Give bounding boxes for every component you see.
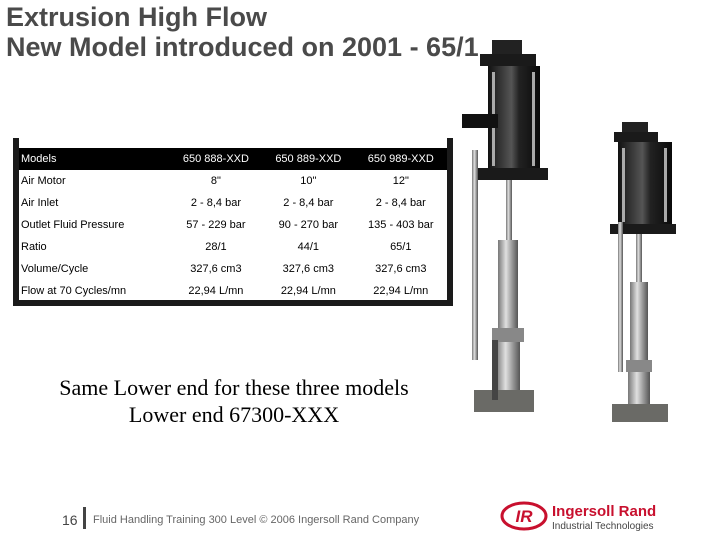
table-frame-right: [447, 138, 453, 306]
pump-image-large: [452, 40, 562, 420]
header-model-1: 650 888-XXD: [182, 153, 249, 165]
row-label: Volume/Cycle: [21, 263, 89, 275]
table-cell: 10": [300, 175, 317, 187]
footer-text: Fluid Handling Training 300 Level © 2006 Ingersoll Rand Company: [93, 514, 420, 526]
caption-line-2: Lower end 67300-XXX: [128, 402, 340, 427]
table-row: [19, 280, 447, 302]
ir-mark-icon: [502, 503, 546, 529]
header-model-2: 650 889-XXD: [275, 153, 342, 165]
lower-end-caption: [0, 374, 468, 428]
title-line-1: Extrusion High Flow: [6, 2, 267, 32]
table-cell: 44/1: [297, 241, 320, 253]
slide-title: [6, 2, 479, 62]
title-line-2: New Model introduced on 2001 - 65/1: [6, 32, 479, 62]
table-cell: 2 - 8,4 bar: [283, 197, 334, 209]
page-number: 16: [62, 512, 78, 528]
row-label: Outlet Fluid Pressure: [21, 219, 125, 231]
table-cell: 22,94 L/mn: [188, 285, 244, 297]
table-row: [19, 236, 447, 258]
table-cell: 57 - 229 bar: [186, 219, 246, 231]
table-row: [19, 170, 447, 192]
table-header-row: [19, 148, 447, 170]
table-cell: 135 - 403 bar: [368, 219, 434, 231]
table-cell: 327,6 cm3: [190, 263, 242, 275]
logo-mark-text: IR: [515, 507, 533, 526]
row-label: Air Motor: [21, 175, 66, 187]
row-label: Flow at 70 Cycles/mn: [21, 285, 127, 297]
table-cell: 22,94 L/mn: [373, 285, 429, 297]
header-models: Models: [21, 153, 57, 165]
table-cell: 22,94 L/mn: [280, 285, 336, 297]
logo-subtitle: Industrial Technologies: [552, 521, 654, 532]
table-row: [19, 214, 447, 236]
caption-line-1: Same Lower end for these three models: [59, 375, 409, 400]
models-table: [19, 148, 447, 302]
footer-divider: [83, 507, 86, 529]
header-model-3: 650 989-XXD: [367, 153, 434, 165]
table-cell: 327,6 cm3: [375, 263, 427, 275]
table-cell: 12": [392, 175, 409, 187]
table-cell: 327,6 cm3: [282, 263, 335, 275]
row-label: Air Inlet: [21, 197, 59, 209]
table-cell: 8": [210, 175, 221, 187]
logo-brand: Ingersoll Rand: [552, 503, 657, 520]
table-cell: 90 - 270 bar: [278, 219, 338, 231]
table-row: [19, 192, 447, 214]
table-cell: 28/1: [205, 241, 227, 253]
table-row: [19, 258, 447, 280]
table-cell: 2 - 8,4 bar: [190, 197, 241, 209]
specs-table: [13, 138, 453, 306]
table-cell: 2 - 8,4 bar: [375, 197, 426, 209]
row-label: Ratio: [21, 241, 47, 253]
table-cell: 65/1: [390, 241, 412, 253]
ingersoll-rand-logo: [500, 498, 670, 534]
pump-image-small: [578, 122, 678, 422]
